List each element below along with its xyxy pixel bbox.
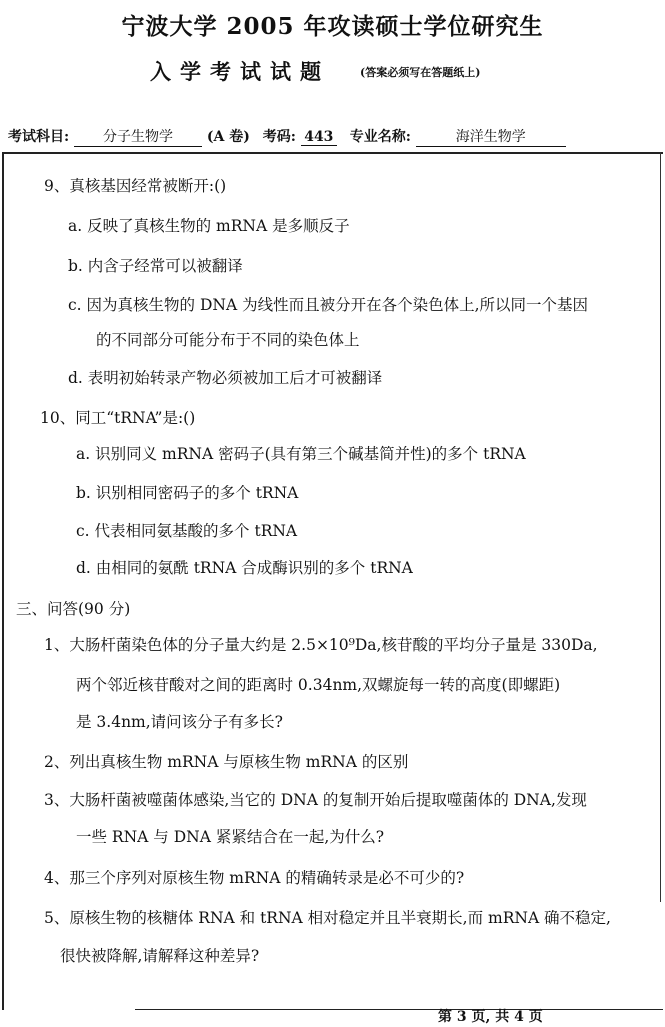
exam-info-row [8, 126, 566, 147]
answer-sheet-note: (答案必须写在答题纸上) [360, 66, 481, 79]
qa-2: 2、列出真核生物 mRNA 与原核生物 mRNA 的区别 [44, 753, 409, 771]
section-3-heading: 三、问答(90 分) [16, 600, 131, 618]
qa-3: 3、大肠杆菌被噬菌体感染,当它的 DNA 的复制开始后提取噬菌体的 DNA,发现 [44, 791, 587, 809]
option-10a: a. 识别同义 mRNA 密码子(具有第三个碱基简并性)的多个 tRNA [76, 445, 526, 463]
option-9d: d. 表明初始转录产物必须被加工后才可被翻译 [68, 369, 383, 387]
option-9c-cont: 的不同部分可能分布于不同的染色体上 [96, 331, 360, 349]
subject-label: 考试科目: [8, 129, 70, 145]
subject-value: 分子生物学 [74, 126, 202, 147]
option-9c: c. 因为真核生物的 DNA 为线性而且被分开在各个染色体上,所以同一个基因 [68, 296, 589, 314]
option-10b: b. 识别相同密码子的多个 tRNA [76, 484, 299, 502]
option-9a: a. 反映了真核生物的 mRNA 是多顺反子 [68, 217, 350, 235]
major-label: 专业名称: [349, 129, 411, 145]
option-10c: c. 代表相同氨基酸的多个 tRNA [76, 522, 298, 540]
paper-label: (A 卷) [206, 129, 250, 145]
exam-subtitle: 入学考试试题 [150, 59, 330, 84]
qa-5: 5、原核生物的核糖体 RNA 和 tRNA 相对稳定并且半衰期长,而 mRNA 确不稳定, [44, 909, 611, 927]
qa-4: 4、那三个序列对原核生物 mRNA 的精确转录是必不可少的? [44, 869, 465, 887]
frame-top-rule [2, 152, 663, 154]
page-number: 第 3 页, 共 4 页 [438, 1009, 543, 1025]
option-9b: b. 内含子经常可以被翻译 [68, 257, 243, 275]
code-value: 443 [301, 129, 337, 146]
frame-left-rule [2, 152, 4, 1010]
qa-1: 1、大肠杆菌染色体的分子量大约是 2.5×10⁹Da,核苷酸的平均分子量是 330Da, [44, 636, 598, 654]
qa-3-cont: 一些 RNA 与 DNA 紧紧结合在一起,为什么? [76, 828, 385, 846]
frame-right-rule [660, 152, 661, 902]
option-10d: d. 由相同的氨酰 tRNA 合成酶识别的多个 tRNA [76, 559, 413, 577]
qa-5-cont: 很快被降解,请解释这种差异? [60, 947, 260, 965]
qa-1-cont2: 是 3.4nm,请问该分子有多长? [76, 713, 283, 731]
question-9: 9、真核基因经常被断开:() [44, 177, 227, 195]
question-10: 10、同工“tRNA”是:() [40, 409, 196, 427]
qa-1-cont1: 两个邻近核苷酸对之间的距离时 0.34nm,双螺旋每一转的高度(即螺距) [76, 676, 561, 694]
footer-rule [135, 1009, 663, 1010]
exam-title: 宁波大学 2005 年攻读硕士学位研究生 [121, 13, 544, 40]
major-value: 海洋生物学 [416, 126, 566, 147]
code-label: 考码: [262, 129, 296, 145]
